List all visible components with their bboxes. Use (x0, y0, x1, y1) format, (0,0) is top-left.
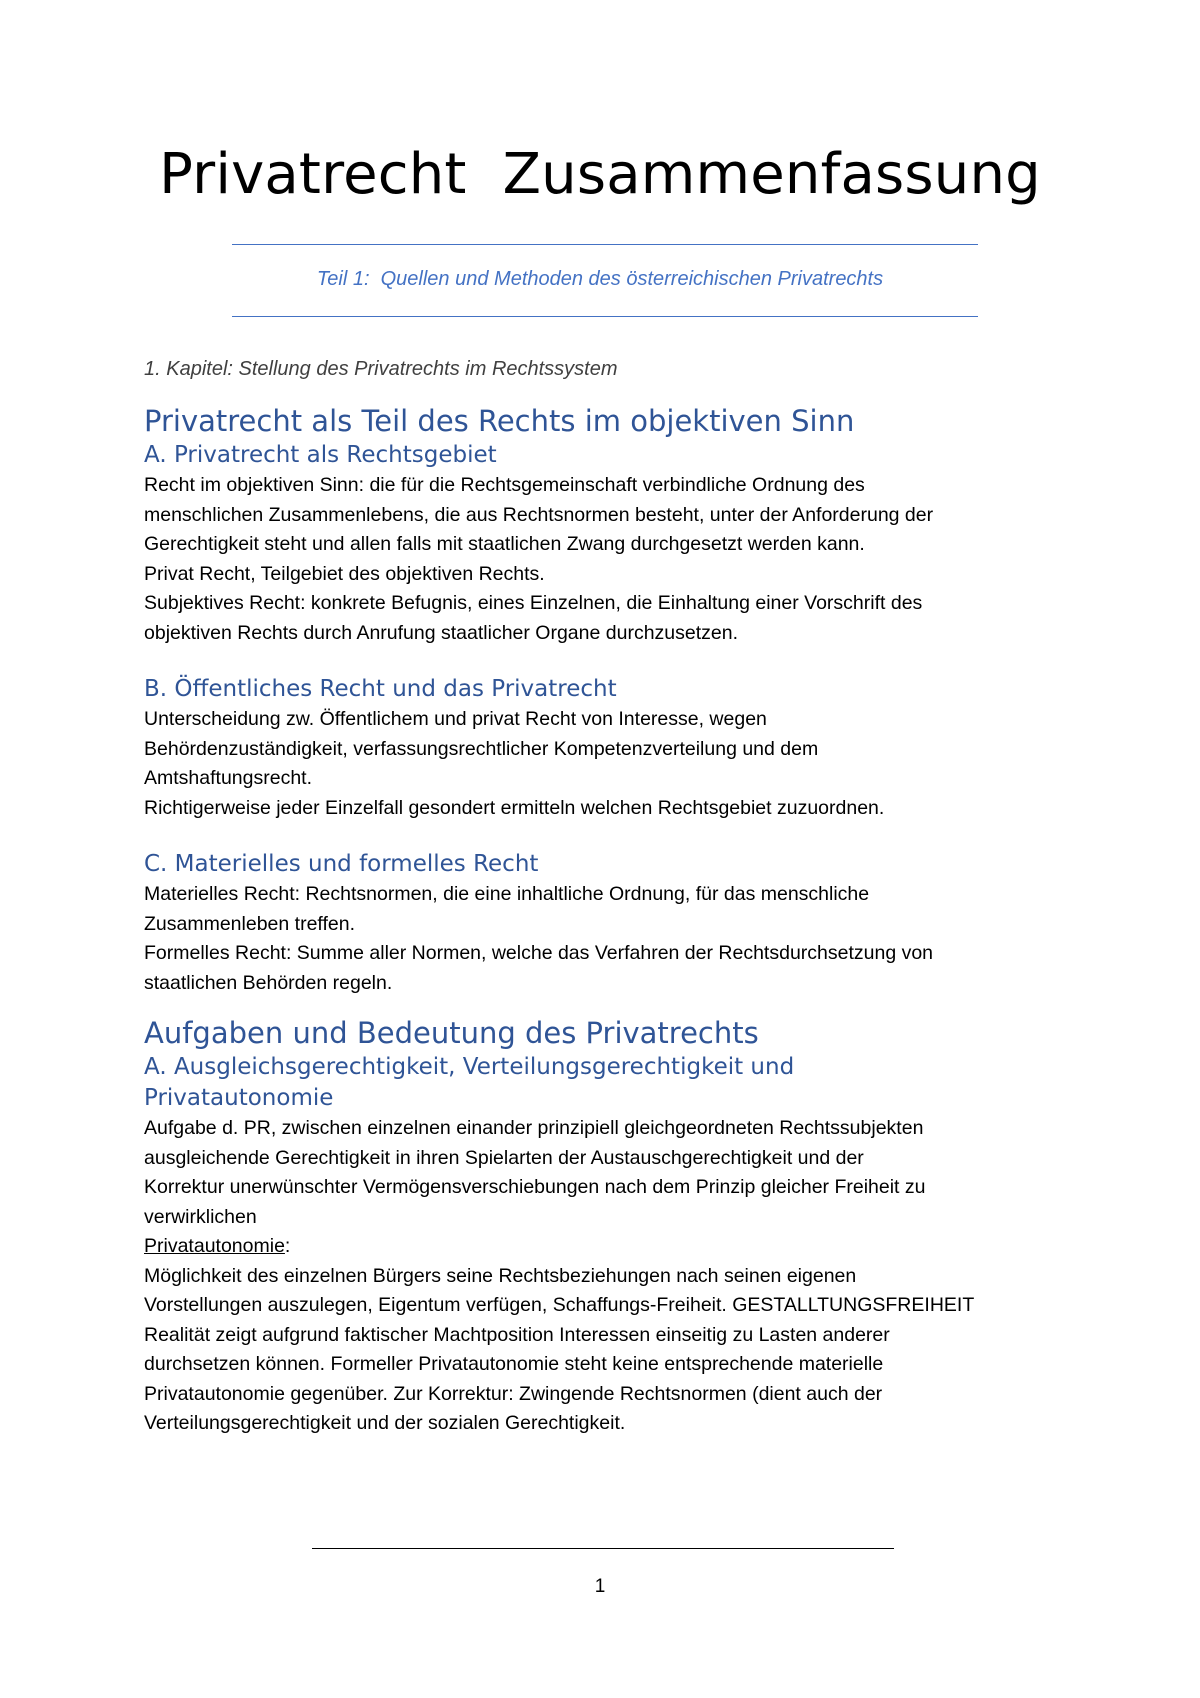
section-heading-2: Aufgaben und Bedeutung des Privatrechts (144, 1016, 759, 1050)
term-line (144, 1232, 1064, 1262)
page-number: 1 (594, 1576, 606, 1597)
text-line: Vorstellungen auszulegen, Eigentum verfügen, Schaffungs-Freiheit. GESTALLTUNGSFREIHEIT (144, 1294, 975, 1316)
document-body (144, 354, 1064, 1439)
text-line: Subjektives Recht: konkrete Befugnis, eines Einzelnen, die Einhaltung einer Vorschrift des (144, 592, 923, 614)
subsection-heading-1c: C. Materielles und formelles Recht (144, 851, 539, 877)
subsection-heading-2a-line2: Privatautonomie (144, 1085, 334, 1111)
paragraph-1a (144, 471, 1064, 648)
section-heading-1: Privatrecht als Teil des Rechts im objektiven Sinn (144, 404, 855, 438)
subtitle-bottom-rule (232, 316, 978, 317)
text-line: durchsetzen können. Formeller Privatautonomie steht keine entsprechende materielle (144, 1353, 884, 1375)
spacer (144, 998, 1064, 1014)
text-line: Realität zeigt aufgrund faktischer Machtposition Interessen einseitig zu Lasten anderer (144, 1323, 890, 1346)
text-line: Zusammenleben treffen. (144, 912, 356, 935)
document-title: Privatrecht Zusammenfassung (159, 142, 1041, 207)
paragraph-2a (144, 1114, 1064, 1439)
text-line: Gerechtigkeit steht und allen falls mit staatlichen Zwang durchgesetzt werden kann. (144, 533, 865, 555)
footer-rule (312, 1548, 894, 1549)
chapter-heading: 1. Kapitel: Stellung des Privatrechts im Rechtssystem (144, 358, 618, 380)
subsection-heading-1a: A. Privatrecht als Rechtsgebiet (144, 442, 497, 468)
subsection-heading-1b: B. Öffentliches Recht und das Privatrecht (144, 676, 617, 702)
subsection-heading-2a-line1: A. Ausgleichsgerechtigkeit, Verteilungsgerechtigkeit und (144, 1054, 795, 1080)
text-line: Unterscheidung zw. Öffentlichem und privat Recht von Interesse, wegen (144, 708, 767, 730)
text-line: staatlichen Behörden regeln. (144, 971, 393, 994)
text-line: objektiven Rechts durch Anrufung staatlicher Organe durchzusetzen. (144, 621, 739, 644)
paragraph-1b (144, 705, 1064, 823)
text-line: Amtshaftungsrecht. (144, 767, 312, 789)
term-privatautonomie: Privatautonomie (144, 1235, 285, 1257)
subtitle-top-rule (232, 244, 978, 245)
text-line: menschlichen Zusammenlebens, die aus Rechtsnormen besteht, unter der Anforderung der (144, 503, 934, 526)
text-line: Korrektur unerwünschter Vermögensverschiebungen nach dem Prinzip gleicher Freiheit zu (144, 1176, 926, 1198)
text-line: Privatautonomie gegenüber. Zur Korrektur: Zwingende Rechtsnormen (dient auch der (144, 1382, 883, 1405)
text-line: Formelles Recht: Summe aller Normen, welche das Verfahren der Rechtsdurchsetzung von (144, 942, 934, 964)
document-subtitle: Teil 1: Quellen und Methoden des österreichischen Privatrechts (316, 268, 884, 290)
spacer (144, 823, 1064, 849)
text-line: verwirklichen (144, 1205, 257, 1228)
text-line: Aufgabe d. PR, zwischen einzelnen einander prinzipiell gleichgeordneten Rechtssubjekten (144, 1117, 924, 1139)
text-line: Richtigerweise jeder Einzelfall gesondert ermitteln welchen Rechtsgebiet zuzuordnen. (144, 796, 885, 819)
text-line: Materielles Recht: Rechtsnormen, die eine inhaltliche Ordnung, für das menschliche (144, 883, 870, 905)
term-suffix: : (284, 1235, 291, 1257)
text-line: Behördenzuständigkeit, verfassungsrechtlicher Kompetenzverteilung und dem (144, 737, 819, 760)
text-line: Möglichkeit des einzelnen Bürgers seine Rechtsbeziehungen nach seinen eigenen (144, 1264, 857, 1287)
text-line: Recht im objektiven Sinn: die für die Rechtsgemeinschaft verbindliche Ordnung des (144, 474, 865, 496)
text-line: Verteilungsgerechtigkeit und der sozialen Gerechtigkeit. (144, 1412, 626, 1434)
spacer (144, 648, 1064, 674)
text-line: ausgleichende Gerechtigkeit in ihren Spielarten der Austauschgerechtigkeit und der (144, 1146, 864, 1169)
paragraph-1c (144, 880, 1064, 998)
text-line: Privat Recht, Teilgebiet des objektiven Rechts. (144, 562, 545, 585)
